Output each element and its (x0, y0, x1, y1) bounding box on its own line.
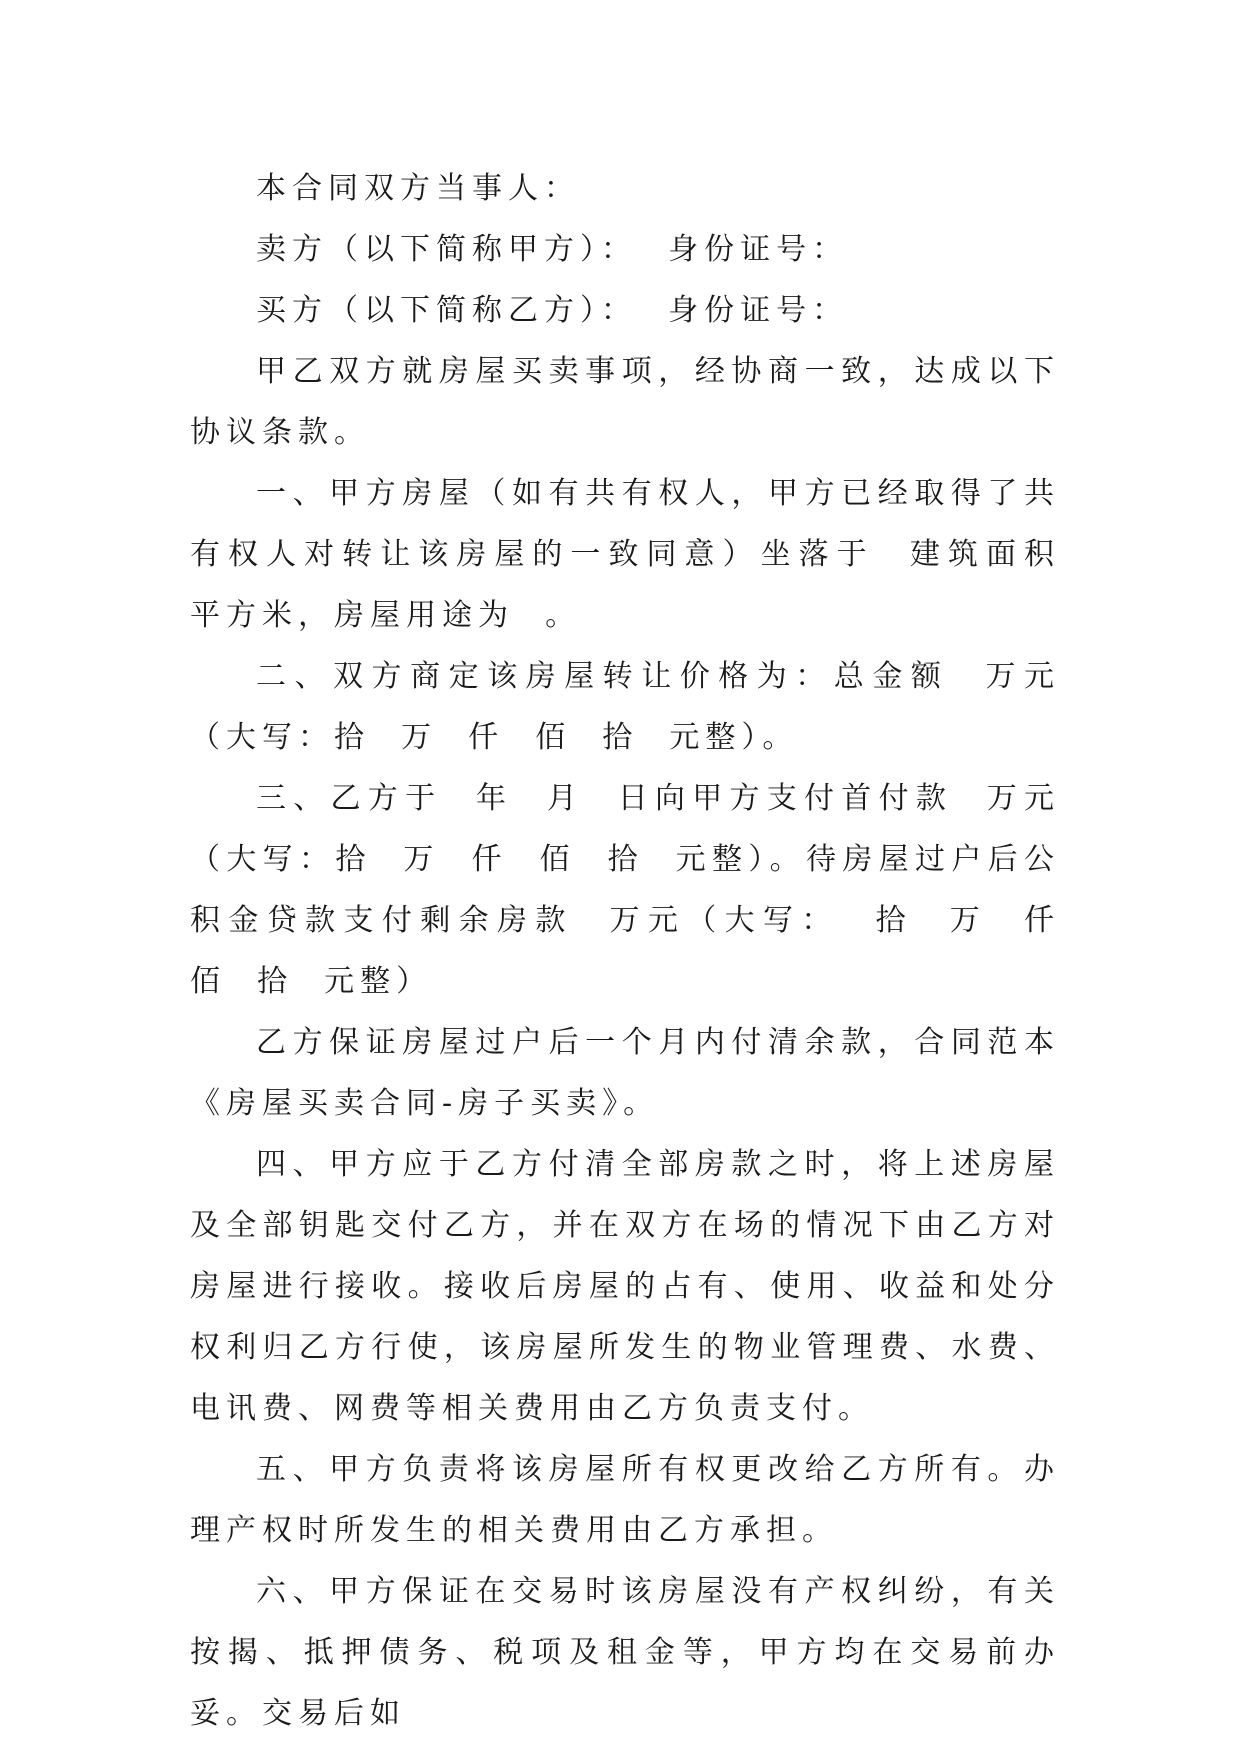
clause-6-title-warranty: 六、甲方保证在交易时该房屋没有产权纠纷，有关按揭、抵押债务、税项及租金等，甲方均在交易前办妥。交易后如 (190, 1574, 1060, 1731)
seller-line: 卖方（以下简称甲方）： 身份证号： (256, 232, 849, 267)
clause-3-balance-guarantee: 乙方保证房屋过户后一个月内付清余款，合同范本《房屋买卖合同-房子买卖》。 (190, 1025, 1060, 1121)
buyer-line: 买方（以下简称乙方）： 身份证号： (256, 293, 849, 328)
clause-5-ownership-transfer: 五、甲方负责将该房屋所有权更改给乙方所有。办理产权时所发生的相关费用由乙方承担。 (190, 1452, 1060, 1548)
clause-2-price: 二、双方商定该房屋转让价格为：总金额 万元 （大写：拾 万 仟 佰 拾 元整）。 (190, 659, 1092, 755)
clause-1-property: 一、甲方房屋（如有共有权人，甲方已经取得了共有权人对转让该房屋的一致同意）坐落于 建筑面积 平方米，房屋用途为 。 (190, 476, 1092, 633)
document-body (190, 158, 1092, 1744)
clause-4-handover: 四、甲方应于乙方付清全部房款之时，将上述房屋及全部钥匙交付乙方，并在双方在场的情况下由乙方对房屋进行接收。接收后房屋的占有、使用、收益和处分权利归乙方行使，该房屋所发生的物业管理费、水费、电讯费、网费等相关费用由乙方负责支付。 (190, 1147, 1060, 1426)
agreement-intro: 甲乙双方就房屋买卖事项，经协商一致，达成以下协议条款。 (190, 354, 1060, 450)
contract-parties-heading: 本合同双方当事人： (256, 171, 580, 206)
clause-3-payment: 三、乙方于 年 月 日向甲方支付首付款 万元 （大写：拾 万 仟 佰 拾 元整）。待房屋过户后公积金贷款支付剩余房款 万元（大写： 拾 万 仟 佰 拾 元整） (190, 781, 1092, 999)
